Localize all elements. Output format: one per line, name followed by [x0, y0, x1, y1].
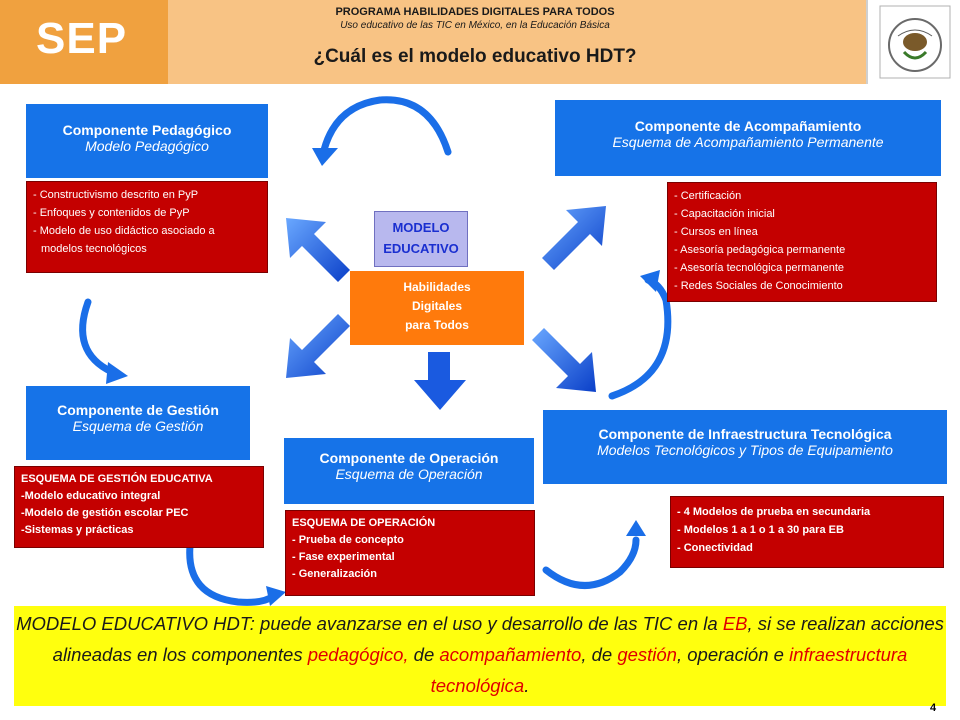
component-acompanamiento: [555, 100, 941, 176]
page-title: ¿Cuál es el modelo educativo HDT?: [313, 46, 637, 67]
footer-text: , de: [581, 644, 618, 665]
hdt-line: para Todos: [405, 318, 469, 332]
arrow-to-infraestructura: [532, 328, 596, 392]
list-item: - Enfoques y contenidos de PyP: [33, 207, 190, 219]
list-item: - Conectividad: [677, 542, 753, 554]
list-item: - Capacitación inicial: [674, 208, 775, 220]
list-item: -Sistemas y prácticas: [21, 524, 134, 536]
component-subtitle: Modelos Tecnológicos y Tipos de Equipamiento: [597, 442, 893, 458]
list-item: - 4 Modelos de prueba en secundaria: [677, 506, 871, 518]
component-subtitle: Esquema de Operación: [335, 466, 483, 482]
curved-arrow-left: [83, 302, 128, 384]
list-item: - Modelo de uso didáctico asociado a: [33, 225, 215, 237]
curved-arrow-bottom-right: [546, 520, 646, 586]
program-title: PROGRAMA HABILIDADES DIGITALES PARA TODOS: [335, 6, 615, 18]
hdt-line: Habilidades: [403, 280, 471, 294]
sep-logo: SEP: [36, 14, 128, 63]
component-subtitle: Modelo Pedagógico: [85, 138, 209, 154]
list-gestion: [14, 466, 264, 548]
footer-highlight-acompanamiento: acompañamiento: [439, 644, 582, 665]
curved-arrow-right: [612, 270, 668, 396]
list-pedagogico: [26, 181, 268, 273]
footer-statement: [14, 606, 946, 706]
page-number: 4: [930, 702, 937, 714]
footer-text: .: [524, 675, 530, 696]
list-item: -Modelo educativo integral: [21, 490, 161, 502]
arrow-to-acompanamiento: [542, 206, 606, 270]
list-header: ESQUEMA DE GESTIÓN EDUCATIVA: [21, 473, 213, 485]
footer-highlight-pedagogico: pedagógico,: [307, 644, 409, 665]
list-operacion: [285, 510, 535, 596]
arrow-to-gestion: [286, 314, 350, 378]
list-item: - Asesoría tecnológica permanente: [674, 262, 844, 274]
list-item: - Cursos en línea: [674, 226, 758, 238]
list-item: - Constructivismo descrito en PyP: [33, 189, 199, 201]
component-gestion: [26, 386, 250, 460]
footer-highlight-eb: EB: [722, 613, 748, 634]
footer-highlight-gestion: gestión: [617, 644, 677, 665]
component-title: Componente de Acompañamiento: [634, 118, 862, 134]
modelo-educativo-box: [374, 211, 468, 267]
component-pedagogico: [26, 104, 268, 178]
component-subtitle: Esquema de Acompañamiento Permanente: [612, 134, 884, 150]
component-title: Componente Pedagógico: [62, 122, 232, 138]
arrow-to-pedagogico: [286, 218, 350, 282]
list-item: - Prueba de concepto: [292, 534, 404, 546]
list-header: ESQUEMA DE OPERACIÓN: [292, 517, 436, 529]
list-item: - Certificación: [674, 190, 742, 202]
footer-text: , si se realizan acciones alineadas en los componentes: [52, 613, 944, 665]
list-infraestructura: [670, 496, 944, 568]
program-subtitle: Uso educativo de las TIC en México, en la Educación Básica: [340, 20, 610, 31]
list-item: - Modelos 1 a 1 o 1 a 30 para EB: [677, 524, 844, 536]
component-operacion: [284, 438, 534, 504]
modelo-line: MODELO: [392, 220, 450, 235]
hdt-box: [350, 271, 524, 345]
list-item: - Generalización: [292, 568, 377, 580]
list-item: - Asesoría pedagógica permanente: [674, 244, 846, 256]
list-item: modelos tecnológicos: [41, 243, 147, 255]
list-acompanamiento: [667, 182, 937, 302]
component-title: Componente de Infraestructura Tecnológica: [598, 426, 892, 442]
footer-text: MODELO EDUCATIVO HDT: puede avanzarse en el uso y desarrollo de las TIC en la: [16, 613, 723, 634]
hdt-line: Digitales: [411, 299, 462, 313]
modelo-line: EDUCATIVO: [383, 241, 459, 256]
footer-text: , operación e: [676, 644, 790, 665]
component-infraestructura: [543, 410, 947, 484]
component-title: Componente de Gestión: [57, 402, 219, 418]
curved-arrow-top: [312, 100, 448, 166]
component-title: Componente de Operación: [319, 450, 499, 466]
list-item: - Fase experimental: [292, 551, 395, 563]
list-item: -Modelo de gestión escolar PEC: [21, 507, 189, 519]
component-subtitle: Esquema de Gestión: [72, 418, 204, 434]
footer-highlight-infraestructura: infraestructura tecnológica: [430, 644, 908, 696]
footer-text: de: [408, 644, 440, 665]
arrow-to-operacion: [414, 352, 466, 410]
curved-arrow-bottom-left: [190, 546, 286, 606]
list-item: - Redes Sociales de Conocimiento: [674, 280, 843, 292]
